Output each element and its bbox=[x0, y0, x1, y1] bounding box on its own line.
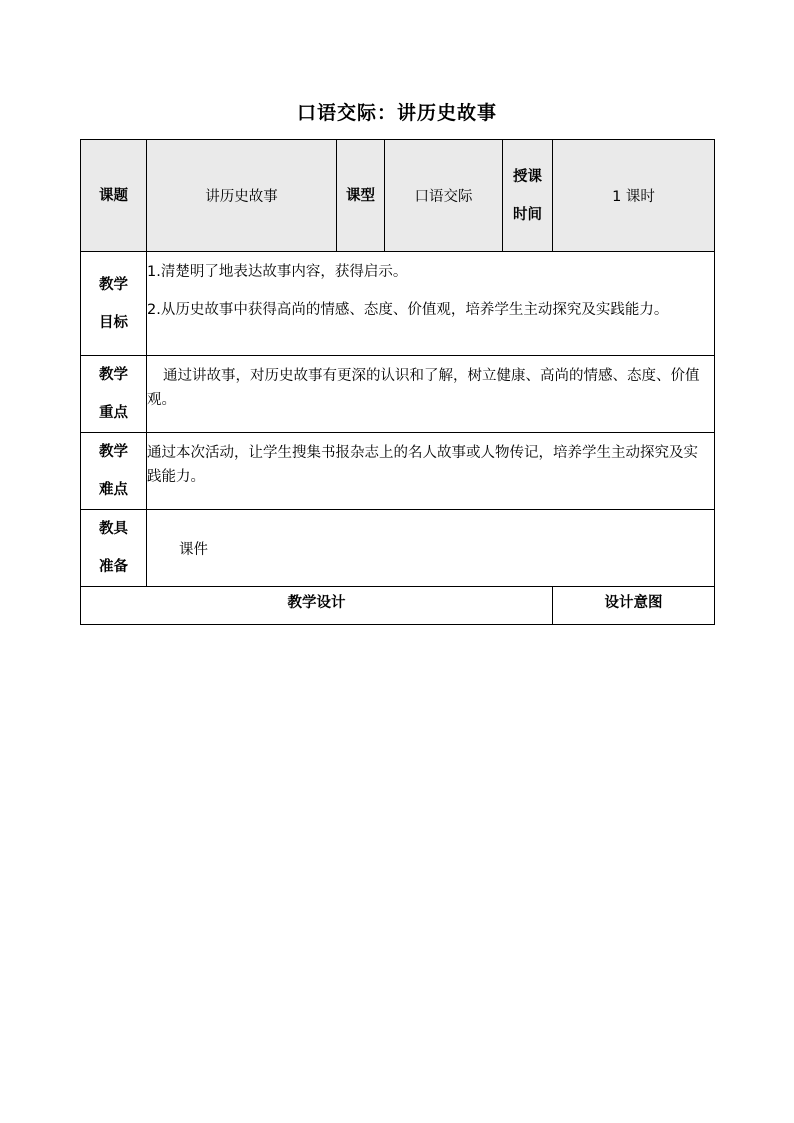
time-label-line-1: 授课 bbox=[513, 168, 542, 185]
design-header-row bbox=[81, 587, 715, 625]
objectives-label bbox=[81, 252, 147, 356]
time-label-line-2: 时间 bbox=[513, 206, 542, 223]
objective-item-2: 2.从历史故事中获得高尚的情感、态度、价值观，培养学生主动探究及实践能力。 bbox=[147, 302, 669, 318]
course-label: 课题 bbox=[81, 140, 147, 252]
key-points-text: 通过讲故事，对历史故事有更深的认识和了解，树立健康、高尚的情感、态度、价值观。 bbox=[147, 368, 700, 408]
objectives-label-line-1: 教学 bbox=[99, 276, 128, 293]
objectives-content bbox=[147, 252, 715, 356]
page-title: 口语交际：讲历史故事 bbox=[296, 102, 497, 124]
key-points-label bbox=[81, 356, 147, 433]
tools-label bbox=[81, 510, 147, 587]
key-points-label-line-1: 教学 bbox=[99, 367, 128, 383]
type-value: 口语交际 bbox=[385, 140, 503, 252]
difficulties-label bbox=[81, 433, 147, 510]
difficulties-label-line-2: 难点 bbox=[99, 482, 128, 498]
lesson-plan-table bbox=[80, 139, 715, 625]
type-label: 课型 bbox=[337, 140, 385, 252]
time-label bbox=[503, 140, 553, 252]
key-points-label-line-2: 重点 bbox=[99, 405, 128, 421]
time-value: 1 课时 bbox=[553, 140, 715, 252]
key-points-row bbox=[81, 356, 715, 433]
difficulties-row bbox=[81, 433, 715, 510]
intent-label: 设计意图 bbox=[553, 587, 715, 625]
difficulties-content bbox=[147, 433, 715, 510]
key-points-content bbox=[147, 356, 715, 433]
objectives-row bbox=[81, 252, 715, 356]
difficulties-label-line-1: 教学 bbox=[99, 444, 128, 460]
tools-content bbox=[147, 510, 715, 587]
objective-item-1: 1.清楚明了地表达故事内容，获得启示。 bbox=[147, 264, 408, 280]
tools-label-line-2: 准备 bbox=[99, 559, 128, 575]
design-label: 教学设计 bbox=[81, 587, 553, 625]
course-value: 讲历史故事 bbox=[147, 140, 337, 252]
tools-text: 课件 bbox=[179, 541, 208, 558]
tools-label-line-1: 教具 bbox=[99, 521, 128, 537]
tools-row bbox=[81, 510, 715, 587]
objectives-label-line-2: 目标 bbox=[99, 314, 128, 331]
header-row bbox=[81, 140, 715, 252]
difficulties-text: 通过本次活动，让学生搜集书报杂志上的名人故事或人物传记，培养学生主动探究及实践能力。 bbox=[147, 445, 698, 485]
